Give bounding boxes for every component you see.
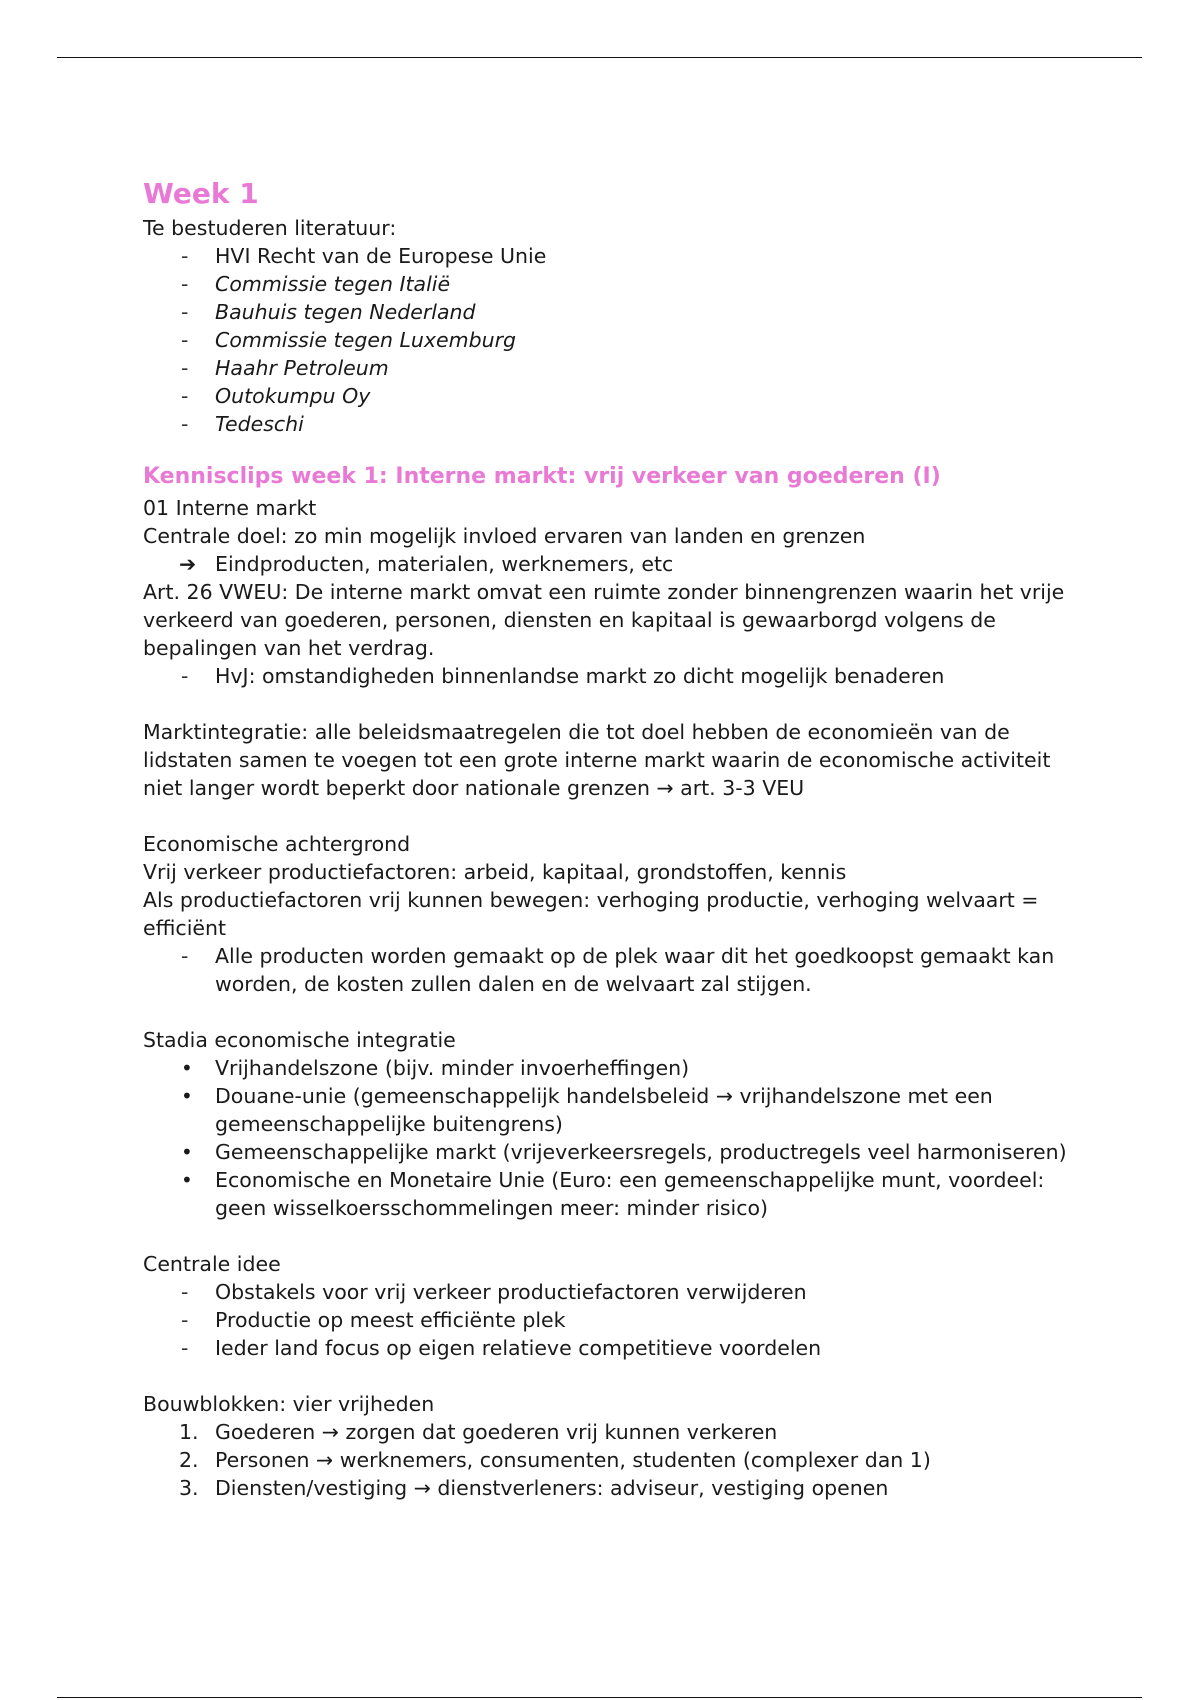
footer-rule (57, 1697, 1142, 1698)
dash-marker: - (181, 1280, 189, 1304)
arrow-icon: ➔ (179, 552, 197, 576)
economische-list (143, 942, 1073, 998)
economische-title: Economische achtergrond (143, 832, 411, 856)
dash-marker: - (181, 356, 189, 380)
list-item: - Haahr Petroleum (181, 356, 389, 380)
list-item: - Productie op meest efficiënte plek (181, 1308, 566, 1332)
list-number: 1. (179, 1420, 199, 1444)
list-item: 1. Goederen → zorgen dat goederen vrij kunnen verkeren (179, 1420, 778, 1444)
bouwblokken-list (143, 1418, 1073, 1502)
bullet-marker: • (181, 1084, 193, 1108)
bouwblokken-title: Bouwblokken: vier vrijheden (143, 1392, 435, 1416)
spacer (143, 1222, 1073, 1250)
list-item: - Commissie tegen Luxemburg (181, 328, 517, 352)
week-title: Week 1 (143, 177, 259, 210)
spacer (143, 998, 1073, 1026)
economische-line1: Vrij verkeer productiefactoren: arbeid, kapitaal, grondstoffen, kennis (143, 860, 847, 884)
stadia-title: Stadia economische integratie (143, 1028, 456, 1052)
centrale-idee-title: Centrale idee (143, 1252, 281, 1276)
dash-marker: - (181, 300, 189, 324)
list-item: - HvJ: omstandigheden binnenlandse markt zo dicht mogelijk benaderen (181, 664, 945, 688)
economische-line2: Als productiefactoren vrij kunnen bewegen: verhoging productie, verhoging welvaart = efficiënt (143, 888, 1039, 940)
dash-marker: - (181, 328, 189, 352)
dash-marker: - (181, 1336, 189, 1360)
list-number: 2. (179, 1448, 199, 1472)
bullet-marker: • (181, 1168, 193, 1192)
list-item: - Commissie tegen Italië (181, 272, 451, 296)
spacer (143, 1362, 1073, 1390)
section-title: Kennisclips week 1: Interne markt: vrij verkeer van goederen (I) (143, 464, 941, 489)
marktintegratie-text: Marktintegratie: alle beleidsmaatregelen die tot doel hebben de economieën van de lidstaten samen te voegen tot een grote interne markt waarin de economische activiteit niet langer wordt beperkt door nationale grenzen → art. 3-3 VEU (143, 720, 1051, 800)
dash-marker: - (181, 664, 189, 688)
hvj-list (143, 662, 1073, 690)
dash-marker: - (181, 1308, 189, 1332)
literature-heading: Te bestuderen literatuur: (143, 216, 397, 240)
list-item: - Outokumpu Oy (181, 384, 371, 408)
spacer (143, 802, 1073, 830)
header-rule (57, 57, 1142, 58)
dash-marker: - (181, 944, 189, 968)
spacer (143, 690, 1073, 718)
dash-marker: - (181, 384, 189, 408)
list-item: 2. Personen → werknemers, consumenten, studenten (complexer dan 1) (179, 1448, 931, 1472)
list-item: 3. Diensten/vestiging → dienstverleners: adviseur, vestiging openen (179, 1476, 889, 1500)
dash-marker: - (181, 272, 189, 296)
literature-list (143, 242, 1073, 438)
interne-markt-title: 01 Interne markt (143, 496, 317, 520)
list-item: - Bauhuis tegen Nederland (181, 300, 476, 324)
art26-text: Art. 26 VWEU: De interne markt omvat een ruimte zonder binnengrenzen waarin het vrije verkeerd van goederen, personen, diensten en kapitaal is gewaarborgd volgens de bepalingen van het verdrag. (143, 580, 1065, 660)
bullet-marker: • (181, 1056, 193, 1080)
list-item: - Alle producten worden gemaakt op de plek waar dit het goedkoopst gemaakt kan worden, de kosten zullen dalen en de welvaart zal stijgen. (181, 944, 1055, 996)
list-number: 3. (179, 1476, 199, 1500)
bullet-marker: • (181, 1140, 193, 1164)
list-item: • Vrijhandelszone (bijv. minder invoerheffingen) (181, 1056, 690, 1080)
list-item: • Economische en Monetaire Unie (Euro: een gemeenschappelijke munt, voordeel: geen wisselkoersschommelingen meer: minder risico) (181, 1168, 1045, 1220)
list-item: - Obstakels voor vrij verkeer productiefactoren verwijderen (181, 1280, 807, 1304)
dash-marker: - (181, 244, 189, 268)
centrale-idee-list (143, 1278, 1073, 1362)
list-item: - Tedeschi (181, 412, 304, 436)
list-item: - Ieder land focus op eigen relatieve competitieve voordelen (181, 1336, 822, 1360)
stadia-list (143, 1054, 1073, 1222)
centrale-doel: Centrale doel: zo min mogelijk invloed ervaren van landen en grenzen (143, 524, 866, 548)
list-item: • Gemeenschappelijke markt (vrijeverkeersregels, productregels veel harmoniseren) (181, 1140, 1067, 1164)
list-item: - HVI Recht van de Europese Unie (181, 244, 547, 268)
dash-marker: - (181, 412, 189, 436)
list-item: ➔ Eindproducten, materialen, werknemers, etc (179, 552, 674, 576)
doel-list (143, 550, 1073, 578)
list-item: • Douane-unie (gemeenschappelijk handelsbeleid → vrijhandelszone met een gemeenschappelijke buitengrens) (181, 1084, 993, 1136)
document-body (143, 174, 1073, 1502)
